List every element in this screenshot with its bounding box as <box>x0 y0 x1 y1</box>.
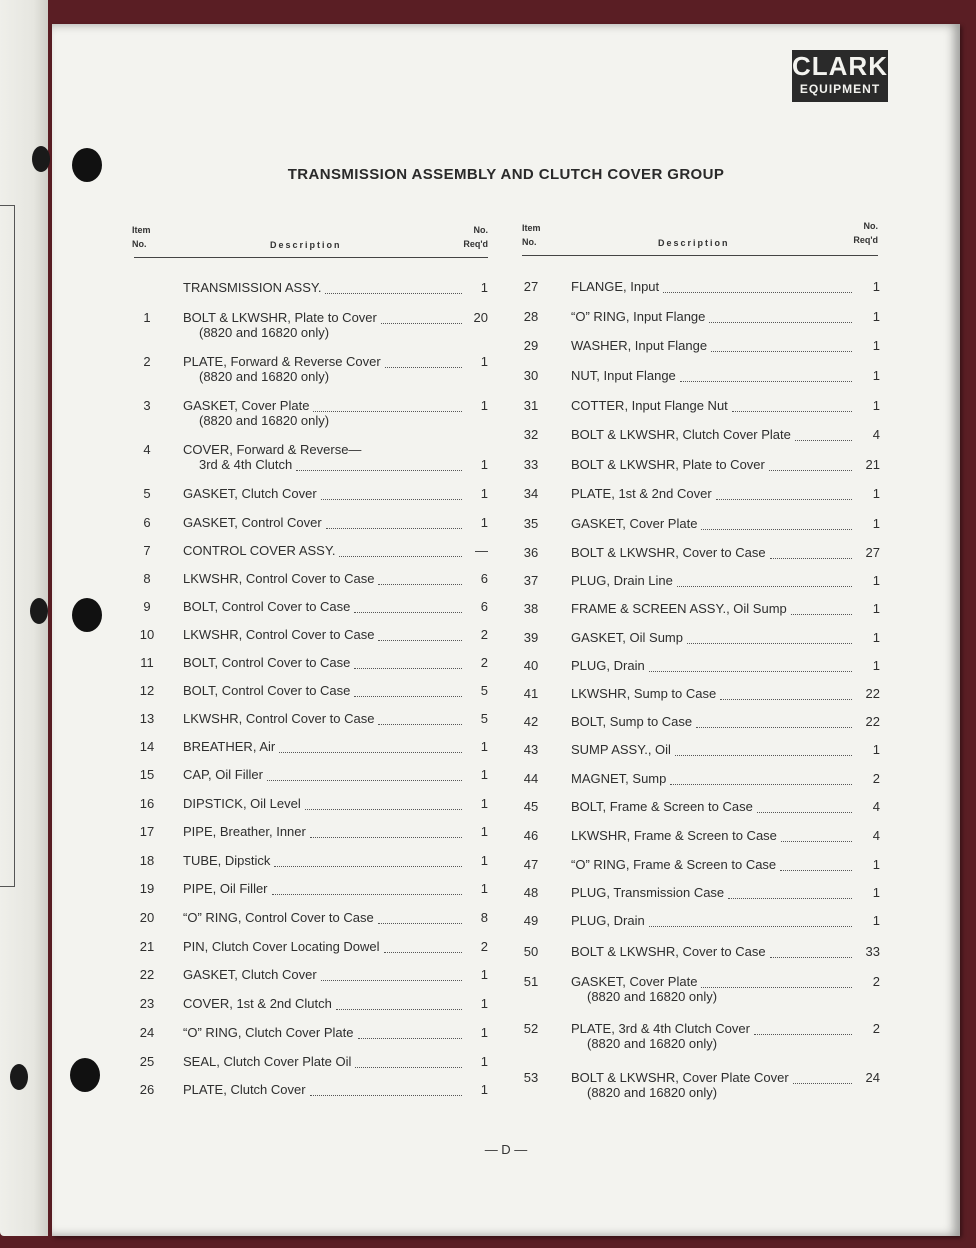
leader-dots <box>711 350 852 352</box>
left-header-qty <box>458 223 488 251</box>
item-description: TUBE, Dipstick <box>183 853 271 868</box>
item-number: 49 <box>523 913 539 928</box>
item-description: LKWSHR, Sump to Case <box>571 686 717 701</box>
item-description: GASKET, Control Cover <box>183 515 322 530</box>
item-description: LKWSHR, Control Cover to Case <box>183 711 375 726</box>
item-description: GASKET, Clutch Cover <box>183 967 317 982</box>
item-number: 35 <box>523 516 539 531</box>
item-description: “O” RING, Input Flange <box>571 309 706 324</box>
item-number: 25 <box>139 1054 155 1069</box>
item-quantity: 1 <box>480 486 488 501</box>
item-quantity: 5 <box>480 711 488 726</box>
item-number: 41 <box>523 686 539 701</box>
item-quantity: 1 <box>480 398 488 413</box>
item-quantity: 4 <box>872 427 880 442</box>
item-quantity: 1 <box>480 767 488 782</box>
parts-row <box>52 742 960 760</box>
leader-dots <box>355 1066 462 1068</box>
item-number: 17 <box>139 824 155 839</box>
item-number: 14 <box>139 739 155 754</box>
leader-dots <box>687 642 852 644</box>
right-header-rule <box>522 255 878 256</box>
page-footer: — D — <box>484 1142 528 1157</box>
item-number: 38 <box>523 601 539 616</box>
item-number: 27 <box>523 279 539 294</box>
item-quantity: 2 <box>872 771 880 786</box>
item-description: FLANGE, Input <box>571 279 660 294</box>
item-quantity: 27 <box>865 545 880 560</box>
item-description: PLUG, Drain Line <box>571 573 673 588</box>
item-description-note: (8820 and 16820 only) <box>199 369 330 384</box>
item-quantity: 2 <box>480 655 488 670</box>
parts-row <box>52 279 960 297</box>
item-number: 8 <box>143 571 151 586</box>
item-description: PLATE, Clutch Cover <box>183 1082 306 1097</box>
leader-dots <box>336 1008 462 1010</box>
item-quantity: 1 <box>872 885 880 900</box>
item-number: 28 <box>523 309 539 324</box>
item-quantity: 5 <box>480 683 488 698</box>
leader-dots <box>754 1033 852 1035</box>
item-number: 50 <box>523 944 539 959</box>
item-number: 34 <box>523 486 539 501</box>
item-description: PLUG, Drain <box>571 913 645 928</box>
parts-row <box>52 457 960 475</box>
item-quantity: — <box>475 543 488 558</box>
item-number: 15 <box>139 767 155 782</box>
header-item-label: Item <box>522 223 541 233</box>
leader-dots <box>769 469 852 471</box>
parts-row <box>52 857 960 875</box>
facing-page-border <box>0 205 15 887</box>
item-description: LKWSHR, Frame & Screen to Case <box>571 828 777 843</box>
item-number: 39 <box>523 630 539 645</box>
item-description: MAGNET, Sump <box>571 771 667 786</box>
item-description: BOLT, Frame & Screen to Case <box>571 799 753 814</box>
facing-page-hole-bottom <box>10 1064 28 1090</box>
item-description: BOLT & LKWSHR, Plate to Cover <box>571 457 765 472</box>
item-description: DIPSTICK, Oil Level <box>183 796 301 811</box>
item-quantity: 1 <box>872 309 880 324</box>
item-number: 33 <box>523 457 539 472</box>
item-description: COVER, Forward & Reverse— <box>183 442 362 457</box>
leader-dots <box>701 528 852 530</box>
item-description: BOLT & LKWSHR, Plate to Cover <box>183 310 377 325</box>
leader-dots <box>770 557 852 559</box>
item-number: 42 <box>523 714 539 729</box>
item-quantity: 1 <box>480 1025 488 1040</box>
item-description: FRAME & SCREEN ASSY., Oil Sump <box>571 601 787 616</box>
item-quantity: 2 <box>480 939 488 954</box>
parts-row <box>52 686 960 704</box>
leader-dots <box>701 986 852 988</box>
right-header-item <box>522 221 541 249</box>
item-description: “O” RING, Control Cover to Case <box>183 910 374 925</box>
item-number: 1 <box>143 310 151 325</box>
item-quantity: 22 <box>865 714 880 729</box>
item-quantity: 1 <box>872 573 880 588</box>
item-quantity: 1 <box>480 354 488 369</box>
item-quantity: 22 <box>865 686 880 701</box>
item-quantity: 1 <box>480 280 488 295</box>
item-number: 53 <box>523 1070 539 1085</box>
item-quantity: 1 <box>872 368 880 383</box>
leader-dots <box>720 698 852 700</box>
leader-dots <box>716 498 852 500</box>
item-description: BOLT & LKWSHR, Clutch Cover Plate <box>571 427 791 442</box>
item-quantity: 1 <box>872 913 880 928</box>
item-description: PIN, Clutch Cover Locating Dowel <box>183 939 380 954</box>
leader-dots <box>677 585 852 587</box>
header-no-label: No. <box>522 237 537 247</box>
item-number: 23 <box>139 996 155 1011</box>
parts-row <box>52 714 960 732</box>
item-number: 4 <box>143 442 151 457</box>
item-number: 6 <box>143 515 151 530</box>
item-description: CONTROL COVER ASSY. <box>183 543 336 558</box>
page-title: TRANSMISSION ASSEMBLY AND CLUTCH COVER GROUP <box>287 166 725 183</box>
item-number: 26 <box>139 1082 155 1097</box>
item-number: 32 <box>523 427 539 442</box>
item-number: 18 <box>139 853 155 868</box>
parts-row <box>52 545 960 563</box>
item-description: BOLT & LKWSHR, Cover to Case <box>571 944 766 959</box>
parts-row <box>52 601 960 619</box>
left-header-description: Description <box>270 240 342 250</box>
item-quantity: 1 <box>872 516 880 531</box>
item-description: LKWSHR, Control Cover to Case <box>183 627 375 642</box>
item-description: BOLT, Control Cover to Case <box>183 655 351 670</box>
item-description-note: (8820 and 16820 only) <box>587 1036 718 1051</box>
item-quantity: 4 <box>872 799 880 814</box>
facing-page-hole-middle <box>30 598 48 624</box>
item-number: 9 <box>143 599 151 614</box>
parts-row <box>52 799 960 817</box>
item-number: 2 <box>143 354 151 369</box>
item-quantity: 8 <box>480 910 488 925</box>
item-quantity: 1 <box>872 742 880 757</box>
item-description: BOLT, Control Cover to Case <box>183 683 351 698</box>
item-quantity: 6 <box>480 571 488 586</box>
item-number: 3 <box>143 398 151 413</box>
item-number: 47 <box>523 857 539 872</box>
item-quantity: 2 <box>872 1021 880 1036</box>
leader-dots <box>649 925 852 927</box>
item-number: 31 <box>523 398 539 413</box>
item-number: 16 <box>139 796 155 811</box>
leader-dots <box>670 783 852 785</box>
leader-dots <box>732 410 852 412</box>
item-description: GASKET, Oil Sump <box>571 630 683 645</box>
item-quantity: 1 <box>872 338 880 353</box>
left-header-rule <box>134 257 488 258</box>
item-quantity: 1 <box>480 1054 488 1069</box>
item-quantity: 2 <box>480 627 488 642</box>
leader-dots <box>791 613 852 615</box>
leader-dots <box>696 726 852 728</box>
leader-dots <box>709 321 852 323</box>
item-number: 51 <box>523 974 539 989</box>
item-number: 46 <box>523 828 539 843</box>
clark-equipment-logo <box>792 50 888 102</box>
item-quantity: 1 <box>872 398 880 413</box>
item-quantity: 4 <box>872 828 880 843</box>
item-number: 11 <box>140 655 154 670</box>
item-number: 5 <box>143 486 151 501</box>
header-no-label: No. <box>473 225 488 235</box>
item-number: 29 <box>523 338 539 353</box>
item-number: 12 <box>139 683 155 698</box>
item-description-note: (8820 and 16820 only) <box>199 413 330 428</box>
logo-clark: CLARK <box>792 51 888 81</box>
item-number: 22 <box>139 967 155 982</box>
item-description: “O” RING, Clutch Cover Plate <box>183 1025 354 1040</box>
item-quantity: 2 <box>872 974 880 989</box>
item-description: NUT, Input Flange <box>571 368 676 383</box>
parts-row <box>52 1070 960 1102</box>
right-header-description: Description <box>658 238 730 248</box>
logo-equipment: EQUIPMENT <box>799 82 881 96</box>
right-header-qty <box>848 219 878 247</box>
item-description: “O” RING, Frame & Screen to Case <box>571 857 777 872</box>
leader-dots <box>675 754 852 756</box>
item-description: GASKET, Clutch Cover <box>183 486 317 501</box>
leader-dots <box>781 840 852 842</box>
item-quantity: 1 <box>872 601 880 616</box>
item-description-note: 3rd & 4th Clutch <box>199 457 293 472</box>
item-description: COVER, 1st & 2nd Clutch <box>183 996 332 1011</box>
item-description: BOLT, Control Cover to Case <box>183 599 351 614</box>
leader-dots <box>649 670 852 672</box>
parts-list-page <box>52 24 960 1236</box>
item-quantity: 24 <box>865 1070 880 1085</box>
header-reqd-label: Req'd <box>853 235 878 245</box>
header-reqd-label: Req'd <box>463 239 488 249</box>
item-number: 13 <box>139 711 155 726</box>
header-no-label: No. <box>132 239 147 249</box>
parts-row <box>52 974 960 1006</box>
item-number: 20 <box>139 910 155 925</box>
item-description: PLATE, Forward & Reverse Cover <box>183 354 381 369</box>
parts-row <box>52 516 960 534</box>
item-number: 40 <box>523 658 539 673</box>
leader-dots <box>793 1082 852 1084</box>
item-description: TRANSMISSION ASSY. <box>183 280 322 295</box>
item-number: 52 <box>523 1021 539 1036</box>
header-no-label: No. <box>863 221 878 231</box>
parts-row <box>52 368 960 386</box>
item-quantity: 1 <box>480 853 488 868</box>
item-description: PLATE, 1st & 2nd Cover <box>571 486 712 501</box>
parts-row <box>52 398 960 416</box>
item-number: 7 <box>143 543 151 558</box>
item-quantity: 1 <box>480 739 488 754</box>
item-quantity: 33 <box>865 944 880 959</box>
item-quantity: 1 <box>480 457 488 472</box>
item-quantity: 1 <box>872 279 880 294</box>
item-quantity: 1 <box>480 796 488 811</box>
item-description: CAP, Oil Filler <box>183 767 263 782</box>
item-description: GASKET, Cover Plate <box>183 398 310 413</box>
parts-row <box>52 486 960 504</box>
item-quantity: 1 <box>872 658 880 673</box>
item-number: 36 <box>523 545 539 560</box>
leader-dots <box>728 897 852 899</box>
item-quantity: 1 <box>872 486 880 501</box>
parts-row <box>52 658 960 676</box>
item-number: 43 <box>523 742 539 757</box>
leader-dots <box>757 811 852 813</box>
item-number: 44 <box>523 771 539 786</box>
item-quantity: 20 <box>473 310 488 325</box>
item-description: SUMP ASSY., Oil <box>571 742 671 757</box>
left-header-item <box>132 223 151 251</box>
parts-row <box>52 1021 960 1053</box>
item-number: 30 <box>523 368 539 383</box>
item-description: LKWSHR, Control Cover to Case <box>183 571 375 586</box>
item-number: 10 <box>139 627 155 642</box>
item-description-note: (8820 and 16820 only) <box>199 325 330 340</box>
item-description-note: (8820 and 16820 only) <box>587 989 718 1004</box>
item-description: PLUG, Transmission Case <box>571 885 725 900</box>
item-quantity: 1 <box>480 1082 488 1097</box>
parts-row <box>52 885 960 903</box>
parts-row <box>52 944 960 962</box>
parts-row <box>52 309 960 327</box>
item-description: PIPE, Breather, Inner <box>183 824 306 839</box>
parts-row <box>52 338 960 356</box>
item-quantity: 1 <box>480 881 488 896</box>
item-description: BOLT & LKWSHR, Cover Plate Cover <box>571 1070 789 1085</box>
item-quantity: 1 <box>480 967 488 982</box>
facing-page-hole-top <box>32 146 50 172</box>
item-quantity: 21 <box>865 457 880 472</box>
parts-row <box>52 630 960 648</box>
item-number: 37 <box>523 573 539 588</box>
item-number: 48 <box>523 885 539 900</box>
item-quantity: 1 <box>872 857 880 872</box>
item-description: PLUG, Drain <box>571 658 645 673</box>
leader-dots <box>680 380 852 382</box>
item-description: PIPE, Oil Filler <box>183 881 268 896</box>
leader-dots <box>663 291 852 293</box>
item-description: GASKET, Cover Plate <box>571 974 698 989</box>
parts-row <box>52 427 960 445</box>
item-quantity: 6 <box>480 599 488 614</box>
item-quantity: 1 <box>480 515 488 530</box>
parts-row <box>52 573 960 591</box>
item-description: BOLT, Sump to Case <box>571 714 693 729</box>
header-item-label: Item <box>132 225 151 235</box>
parts-row <box>52 828 960 846</box>
leader-dots <box>780 869 852 871</box>
item-number: 24 <box>139 1025 155 1040</box>
item-quantity: 1 <box>480 996 488 1011</box>
parts-row <box>52 913 960 931</box>
item-description: PLATE, 3rd & 4th Clutch Cover <box>571 1021 750 1036</box>
item-description: BREATHER, Air <box>183 739 276 754</box>
item-number: 21 <box>139 939 155 954</box>
leader-dots <box>795 439 852 441</box>
item-description-note: (8820 and 16820 only) <box>587 1085 718 1100</box>
item-number: 45 <box>523 799 539 814</box>
item-description: BOLT & LKWSHR, Cover to Case <box>571 545 766 560</box>
item-number: 19 <box>139 881 155 896</box>
item-quantity: 1 <box>872 630 880 645</box>
item-description: WASHER, Input Flange <box>571 338 708 353</box>
item-description: GASKET, Cover Plate <box>571 516 698 531</box>
parts-row <box>52 771 960 789</box>
item-description: SEAL, Clutch Cover Plate Oil <box>183 1054 352 1069</box>
item-quantity: 1 <box>480 824 488 839</box>
item-description: COTTER, Input Flange Nut <box>571 398 728 413</box>
leader-dots <box>770 956 852 958</box>
